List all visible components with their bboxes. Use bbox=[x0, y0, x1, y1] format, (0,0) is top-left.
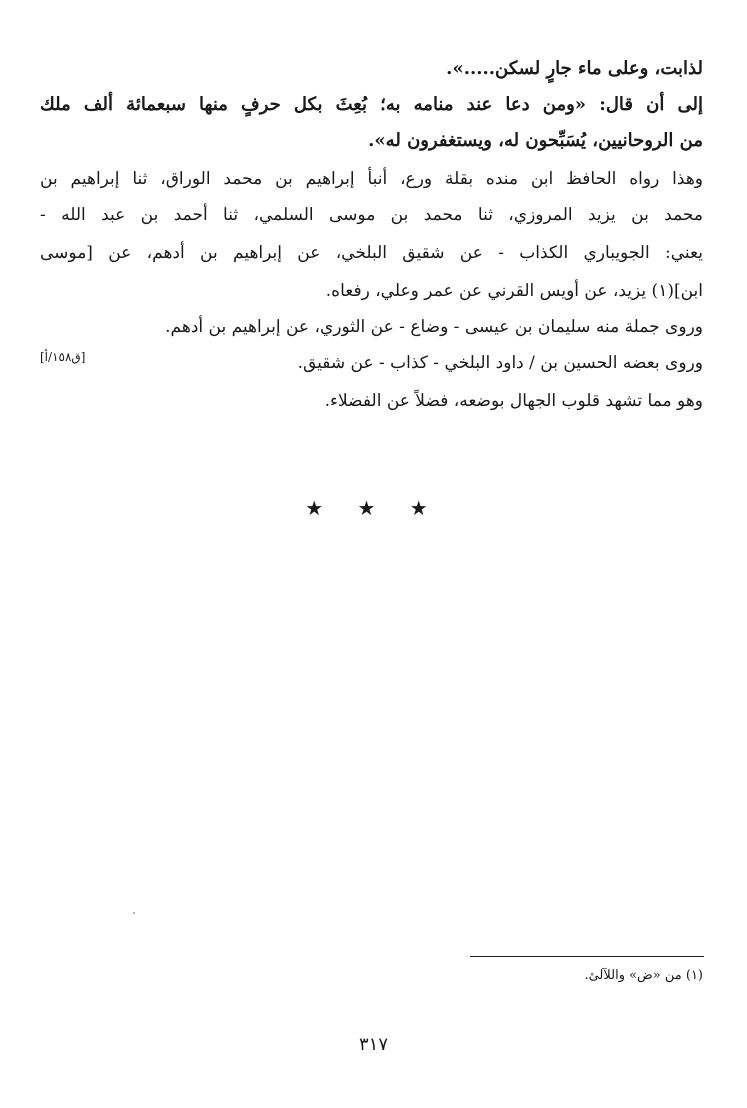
text-line-5: محمد بن يزيد المروزي، ثنا محمد بن موسى السلمي، ثنا أحمد بن عبد الله - bbox=[40, 205, 703, 225]
manuscript-folio-note: [ق١٥٨/أ] bbox=[40, 350, 86, 364]
footnote: (١) من «ض» واللآلئ. bbox=[584, 968, 703, 983]
text-line-7: ابن](١) يزيد، عن أويس القرني عن عمر وعلي، رفعاه. bbox=[325, 281, 703, 301]
text-line-2: إلى أن قال: «ومن دعا عند منامه به؛ بُعِثَ بكل حرفٍ منها سبعمائة ألف ملك bbox=[40, 94, 703, 115]
text-line-9: وروى بعضه الحسين بن / داود البلخي - كذاب - عن شقيق. bbox=[297, 353, 703, 373]
text-line-10: وهو مما تشهد قلوب الجهال بوضعه، فضلاً عن الفضلاء. bbox=[324, 391, 703, 411]
text-line-4: وهذا رواه الحافظ ابن منده بقلة ورع، أنبأ إبراهيم بن محمد الوراق، ثنا إبراهيم بن bbox=[40, 169, 703, 189]
text-line-3: من الروحانيين، يُسَبِّحون له، ويستغفرون له». bbox=[368, 130, 703, 151]
text-line-1: لذابت، وعلى ماء جارٍ لسكن.....». bbox=[446, 58, 703, 79]
footnote-divider bbox=[470, 956, 704, 957]
text-line-8: وروى جملة منه سليمان بن عيسى - وضاع - عن الثوري، عن إبراهيم بن أدهم. bbox=[165, 317, 703, 337]
scan-speck bbox=[133, 912, 135, 914]
page-number: ٣١٧ bbox=[358, 1034, 388, 1055]
section-separator-stars: ★ ★ ★ bbox=[305, 496, 442, 520]
text-line-6: يعني: الجويباري الكذاب - عن شقيق البلخي، عن إبراهيم بن أدهم، عن [موسى bbox=[40, 243, 703, 263]
